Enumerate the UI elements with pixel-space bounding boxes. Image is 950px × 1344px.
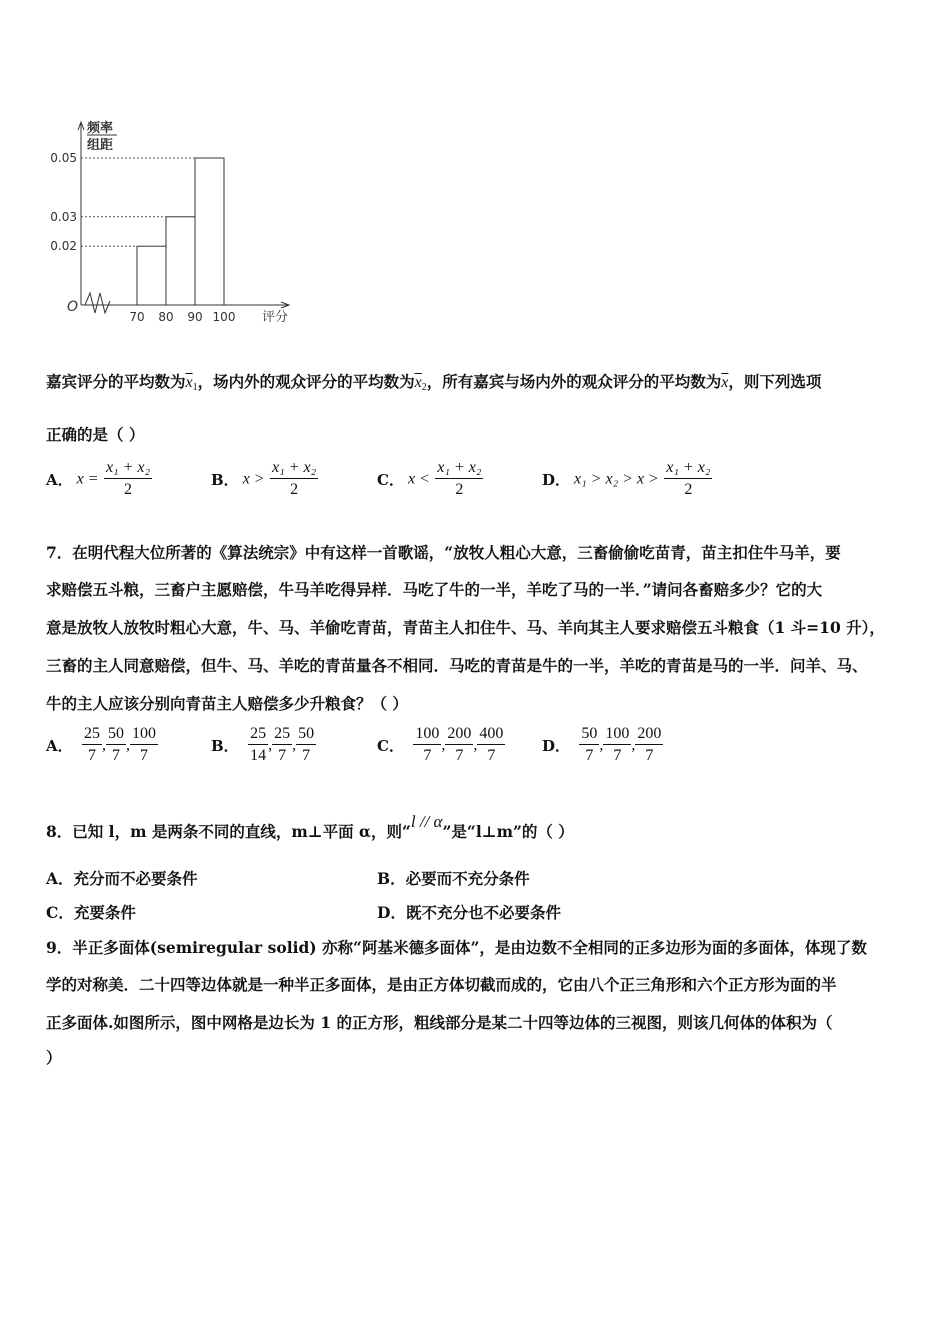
origin-label: O <box>67 299 79 315</box>
q8-option-c[interactable]: C．充要条件 <box>46 903 136 922</box>
q7-stem-line1: 7．在明代程大位所著的《算法统宗》中有这样一首歌谣，“放牧人粗心大意，三畜偷偷吃苗青，苗主扣住牛马羊，要 <box>46 543 841 562</box>
fraction: $\frac{\text{x₁ + x₂}}{2}$ <box>666 459 711 498</box>
q7-option-d[interactable]: D． $\frac{50}{7}$ , $\frac{100}{7}$ , $\frac{200}{7}$ <box>542 724 663 767</box>
q6-stem-a: 嘉宾评分的平均数为 <box>46 372 186 391</box>
q6-stem-b: ，场内外的观众评分的平均数为 <box>197 372 415 391</box>
y-axis-label-top: 频率 <box>87 121 114 136</box>
fraction: $\frac{100}{7}$ <box>605 725 630 764</box>
y-tick-label: 0.03 <box>50 209 77 224</box>
q7-option-c[interactable]: C． $\frac{100}{7}$ , $\frac{200}{7}$ , $\frac{400}{7}$ <box>377 724 505 767</box>
x-tick-label: 70 <box>129 310 145 324</box>
q6-stem-line1 <box>46 370 821 393</box>
q6-option-b[interactable]: B． x > $\frac{\text{x₁ + x₂}}{2}$ <box>211 458 318 501</box>
q8-stem-b: ”是“l⊥m”的（ ） <box>442 822 574 841</box>
y-tick-label: 0.02 <box>50 239 77 254</box>
q6-x-symbol: $\overline{x}$ <box>721 374 729 391</box>
fraction: $\frac{50}{7}$ <box>108 725 125 764</box>
q8-formula: l // α <box>410 812 443 831</box>
fraction: $\frac{200}{7}$ <box>637 725 662 764</box>
y-tick-label: 0.05 <box>50 151 77 165</box>
fraction: $\frac{\text{x₁ + x₂}}{2}$ <box>437 459 482 498</box>
q8-option-a[interactable]: A．充分而不必要条件 <box>46 869 198 888</box>
fraction: $\frac{\text{x₁ + x₂}}{2}$ <box>272 459 317 498</box>
q8-stem <box>46 812 574 842</box>
q6-option-relation: x₁ > x₂ > x > <box>574 470 659 488</box>
q6-option-relation: x = <box>76 470 99 488</box>
fraction: $\frac{25}{7}$ <box>84 725 101 764</box>
q7-stem-line5: 牛的主人应该分别向青苗主人赔偿多少升粮食？（ ） <box>46 694 408 713</box>
q7-stem-line2: 求赔偿五斗粮，三畜户主愿赔偿，牛马羊吃得异样．马吃了牛的一半，羊吃了马的一半．”请问各畜赔多少？它的大 <box>46 580 823 599</box>
histogram-chart <box>40 112 300 327</box>
fraction: $\frac{100}{7}$ <box>132 725 157 764</box>
q9-stem-line2: 学的对称美．二十四等边体就是一种半正多面体，是由正方体切截而成的，它由八个正三角形和六个正方形为面的半 <box>46 975 837 994</box>
q6-option-relation: x > <box>242 470 265 488</box>
q7-option-b[interactable]: B． $\frac{25}{14}$ , $\frac{25}{7}$ , $\frac{50}{7}$ <box>211 724 316 767</box>
q6-option-d[interactable]: D． x₁ > x₂ > x > $\frac{\text{x₁ + x₂}}{2}$ <box>542 458 712 501</box>
q7-option-a[interactable]: A． $\frac{25}{7}$ , $\frac{50}{7}$ , $\frac{100}{7}$ <box>46 724 158 767</box>
fraction: $\frac{100}{7}$ <box>415 725 440 764</box>
q9-stem-line4: ） <box>46 1048 62 1067</box>
q7-stem-line4: 三畜的主人同意赔偿，但牛、马、羊吃的青苗量各不相同．马吃的青苗是牛的一半，羊吃的青苗是马的一半．问羊、马、 <box>46 656 868 675</box>
q6-stem-d: ，则下列选项 <box>728 372 822 391</box>
x-tick-label: 80 <box>158 310 174 324</box>
histogram-bar <box>137 246 166 305</box>
q6-option-relation: x < <box>407 470 430 488</box>
q8-option-d[interactable]: D．既不充分也不必要条件 <box>377 903 561 922</box>
fraction: $\frac{\text{x₁ + x₂}}{2}$ <box>105 459 151 498</box>
fraction: $\frac{25}{14}$ <box>250 725 267 764</box>
x-axis-label: 评分 <box>262 310 289 325</box>
axis-break-zigzag <box>85 293 110 313</box>
x-tick-label: 100 <box>212 310 236 324</box>
q6-option-a[interactable]: A． x = $\frac{\text{x₁ + x₂}}{2}$ <box>46 458 152 501</box>
q8-stem-a: 8．已知 l，m 是两条不同的直线，m⊥平面 α，则“ <box>46 822 411 841</box>
y-axis-label-bottom: 组距 <box>87 138 114 153</box>
fraction: $\frac{50}{7}$ <box>298 725 315 764</box>
q9-stem-line1: 9．半正多面体(semiregular solid) 亦称“阿基米德多面体”，是由边数不全相同的正多边形为面的多面体，体现了数 <box>46 938 867 957</box>
fraction: $\frac{400}{7}$ <box>479 725 504 764</box>
q6-option-c[interactable]: C． x < $\frac{\text{x₁ + x₂}}{2}$ <box>377 458 483 501</box>
fraction: $\frac{25}{7}$ <box>274 725 291 764</box>
histogram-bar <box>195 158 224 305</box>
q7-stem-line3: 意是放牧人放牧时粗心大意，牛、马、羊偷吃青苗，青苗主人扣住牛、马、羊向其主人要求赔偿五斗粮食（1 斗=10 升）， <box>46 618 885 637</box>
fraction: $\frac{200}{7}$ <box>447 725 472 764</box>
q6-x1-symbol: $\overline{x}_1$ <box>185 374 198 393</box>
x-tick-label: 90 <box>187 310 203 324</box>
histogram-bar <box>166 217 195 305</box>
q6-stem-c: ，所有嘉宾与场内外的观众评分的平均数为 <box>426 372 722 391</box>
q9-stem-line3: 正多面体.如图所示，图中网格是边长为 1 的正方形，粗线部分是某二十四等边体的三视图，则该几何体的体积为（ <box>46 1013 833 1032</box>
fraction: $\frac{50}{7}$ <box>581 725 598 764</box>
q8-option-b[interactable]: B．必要而不充分条件 <box>377 869 530 888</box>
q6-x2-symbol: $\overline{x}_2$ <box>414 374 427 393</box>
q6-stem-line2: 正确的是（ ） <box>46 425 145 444</box>
